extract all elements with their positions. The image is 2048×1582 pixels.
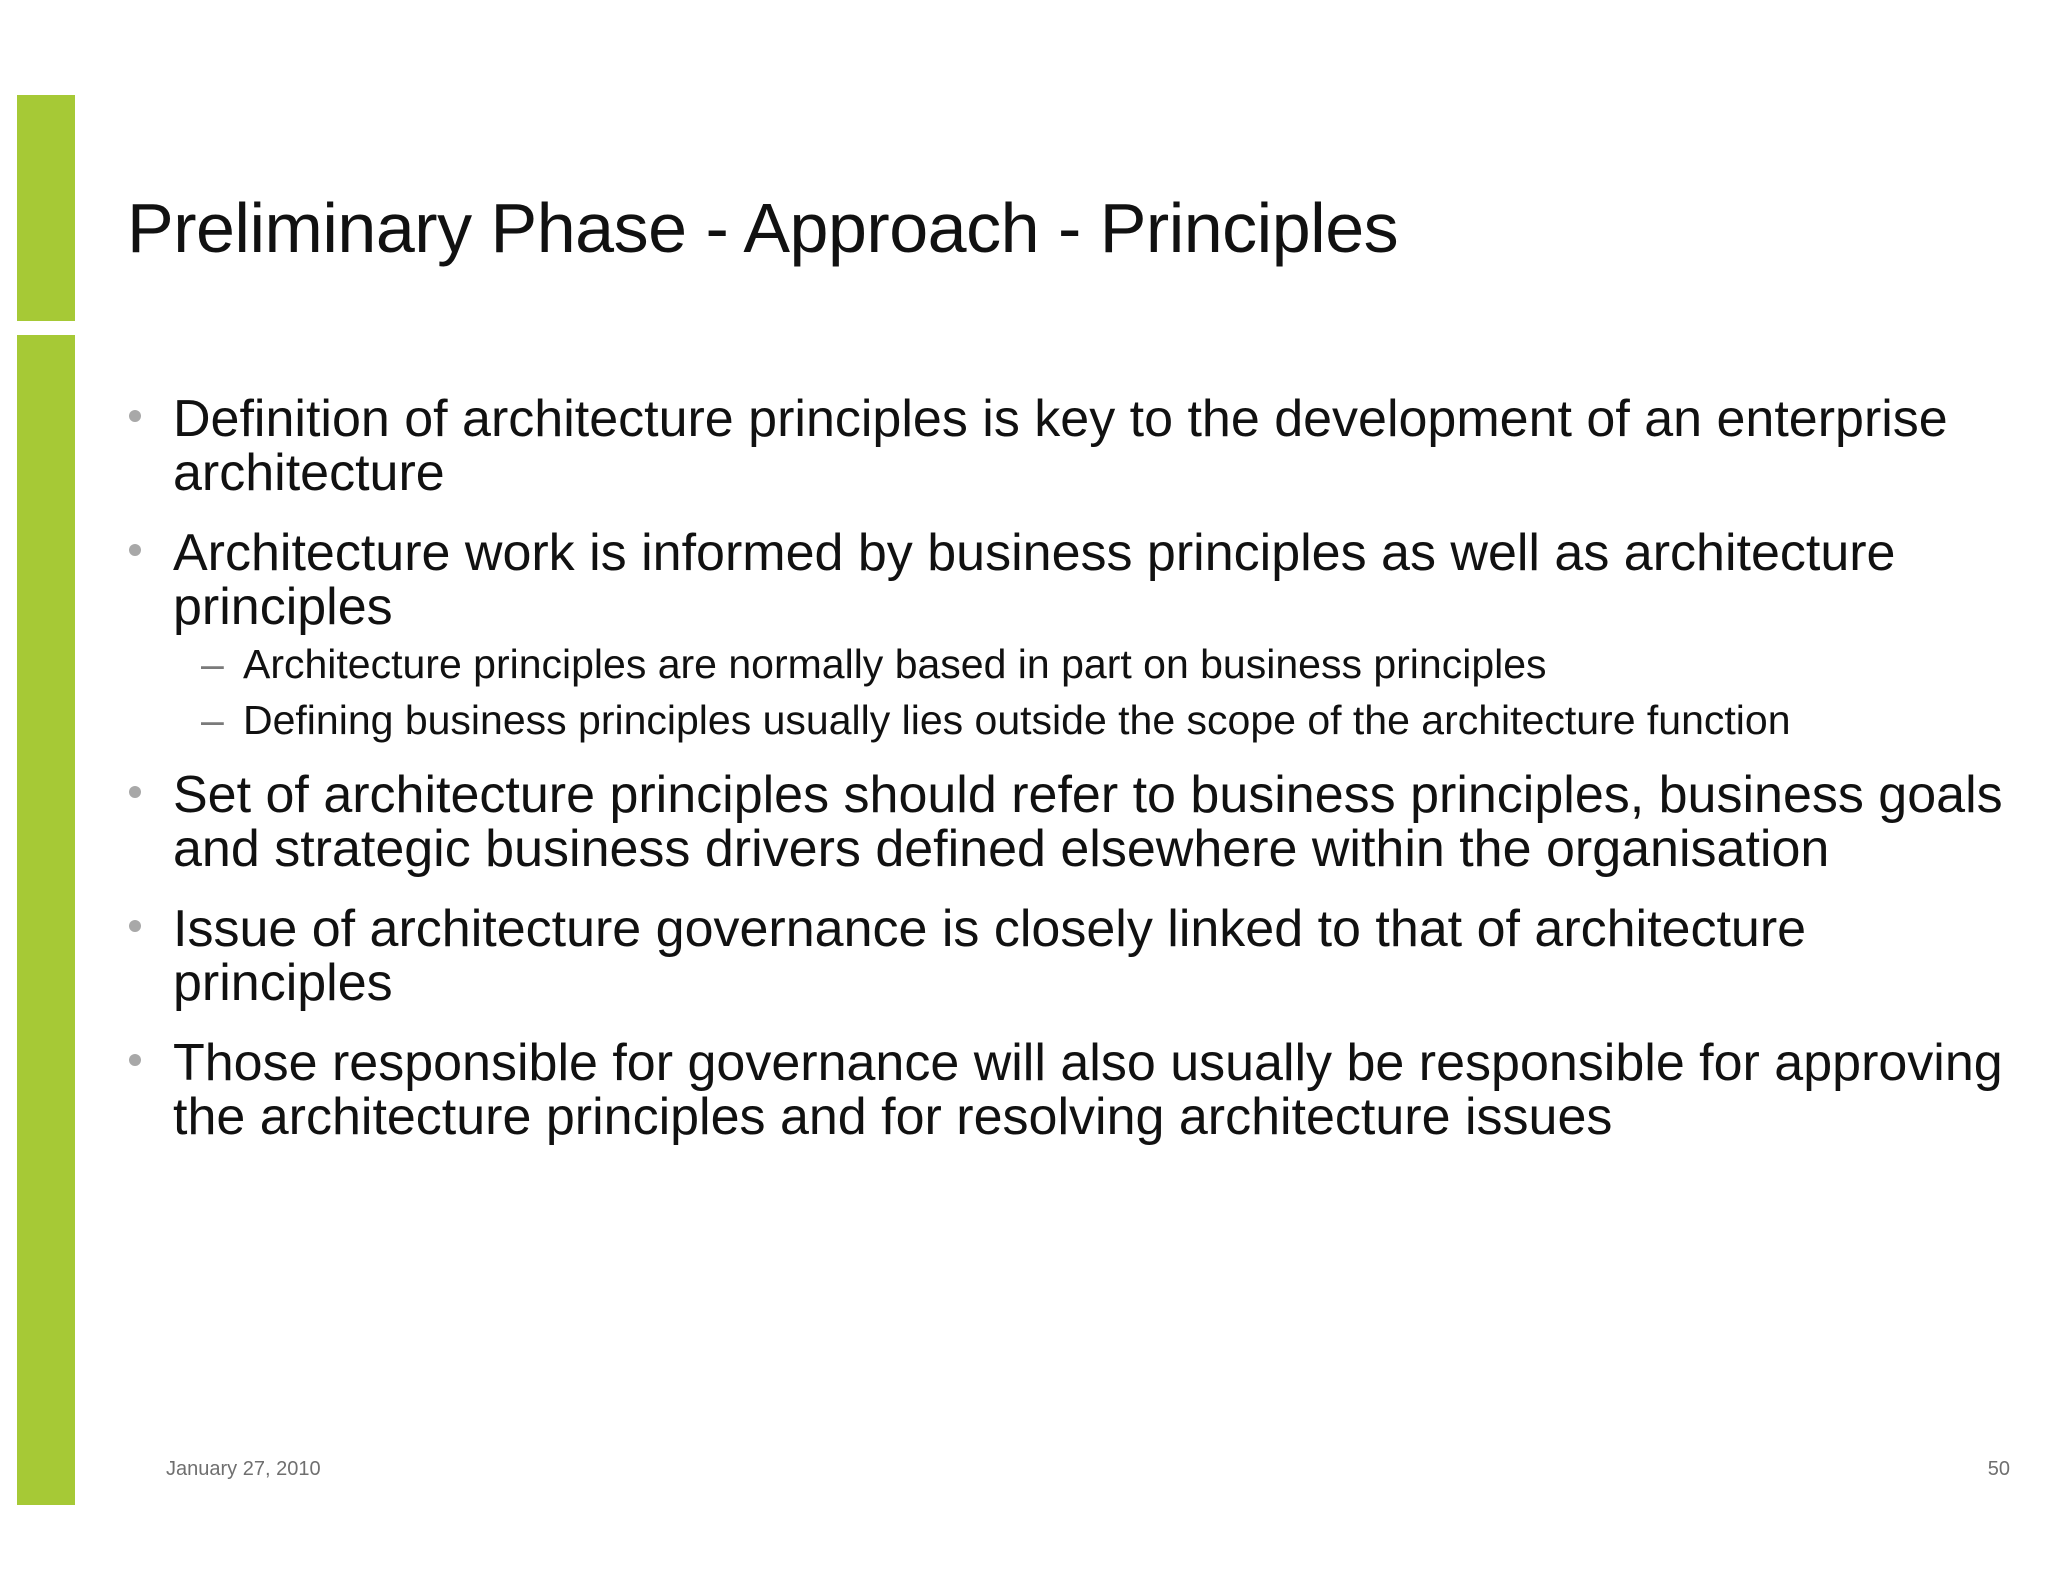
bullet-list [127,392,2007,1170]
bullet-text: Definition of architecture principles is key to the development of an enterprise architecture [173,390,1948,502]
slide-title: Preliminary Phase - Approach - Principles [127,189,1399,267]
bullet-item [127,526,2007,742]
subbullet-text: Defining business principles usually lies outside the scope of the architecture function [243,697,1791,743]
bullet-item [127,902,2007,1010]
subbullet-item [173,642,2007,686]
subbullet-item [173,698,2007,742]
dash-icon: – [201,641,224,687]
page-number: 50 [1987,1458,2010,1480]
dash-icon: – [201,697,224,743]
bullet-text: Those responsible for governance will also usually be responsible for approving the architecture principles and for resolving architecture issues [173,1034,2003,1146]
bullet-dot-icon [129,1054,141,1066]
accent-bar-bottom [17,335,75,1505]
bullet-dot-icon [129,786,141,798]
bullet-dot-icon [129,544,141,556]
bullet-item [127,1036,2007,1144]
bullet-dot-icon [129,920,141,932]
bullet-text: Architecture work is informed by business principles as well as architecture principles [173,524,1896,636]
footer-date: January 27, 2010 [166,1458,321,1480]
bullet-item [127,392,2007,500]
bullet-item [127,768,2007,876]
subbullet-text: Architecture principles are normally based in part on business principles [243,641,1547,687]
bullet-text: Issue of architecture governance is closely linked to that of architecture principles [173,900,1807,1012]
subbullet-list [173,642,2007,742]
accent-bar-top [17,95,75,321]
bullet-dot-icon [129,410,141,422]
bullet-text: Set of architecture principles should refer to business principles, business goals and strategic business drivers defined elsewhere within the organisation [173,766,2003,878]
